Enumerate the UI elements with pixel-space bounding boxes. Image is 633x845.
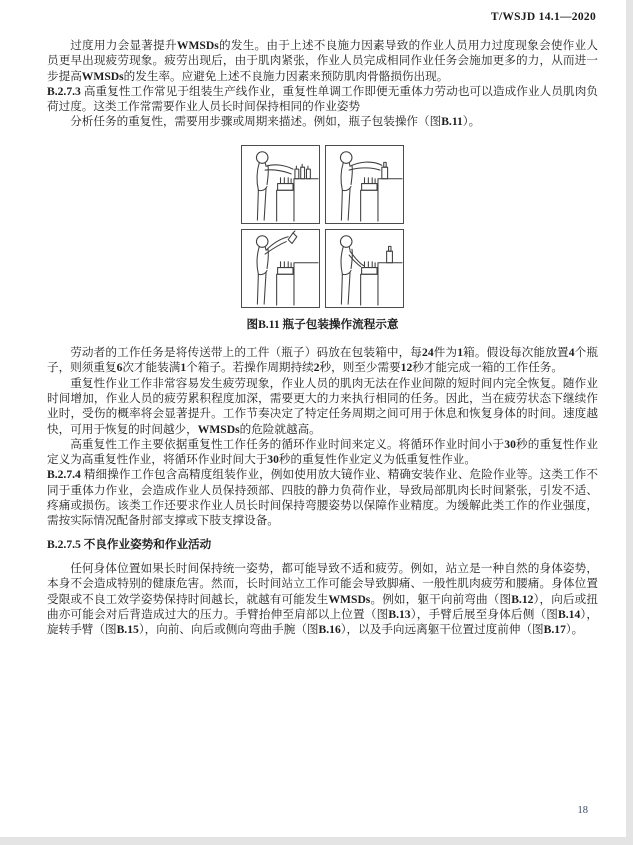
figure-panel-place-bottle-icon (325, 145, 404, 224)
figure-panel-grasp-bottles-icon (241, 145, 320, 224)
paragraph-posture: 任何身体位置如果长时间保持统一姿势，都可能导致不适和疲劳。例如，站立是一种自然的身体姿势，本身不会造成特别的健康危害。然而，长时间站立工作可能会导致脚痛、一般性肌肉疲劳和腰痛。身体位置受限或不良工效学姿势保持时间越长，就越有可能发生WMSDs。例如，躯干向前弯曲（图B.12），向后或扭曲亦可能会对后背造成过大的压力。手臂抬伸至肩部以上位置（图B.13），手臂后展至身体后侧（图B.14），旋转手臂（图B.15），向前、向后或侧向弯曲手腕（图B.16），以及手向远离躯干位置过度前伸（图B.17）。 (47, 561, 598, 637)
scan-edge-bottom (0, 837, 633, 845)
paragraph-fatigue: 重复性作业工作非常容易发生疲劳现象，作业人员的肌肉无法在作业间隙的短时间内完全恢复。随作业时间增加，作业人员的疲劳累积程度加深，需要更大的力来执行相同的任务。因此，当在疲劳状态下继续作业时，受伤的概率将会显著提升。工作节奏决定了特定任务周期之间可用于休息和恢复身体的时间。速度越快，可用于恢复的时间越少，WMSDs的危险就越高。 (47, 376, 598, 436)
figure-panel-lift-bottle-icon (241, 229, 320, 308)
paragraph-overexertion: 过度用力会显著提升WMSDs的发生。由于上述不良施力因素导致的作业人员用力过度现象会使作业人员更早出现疲劳现象。疲劳出现后，由于肌肉紧张，作业人员完成相同作业任务会施加更多的力，从而进一步提高WMSDs的发生率。应避免上述不良施力因素来预防肌肉骨骼损伤出现。 (47, 39, 598, 83)
page-number: 18 (577, 805, 588, 816)
document-number-header: T/WSJD 14.1—2020 (490, 11, 596, 23)
paragraph-analysis: 分析任务的重复性，需要用步骤或周期来描述。例如，瓶子包装操作（图B.11）。 (70, 115, 481, 129)
paragraph-cycle-time: 高重复性工作主要依据重复性工作任务的循环作业时间来定义。将循环作业时间小于30秒的重复性作业定义为高重复性作业，将循环作业时间大于30秒的重复性作业定义为低重复性作业。 (47, 437, 598, 467)
heading-b275: B.2.7.5 不良作业姿势和作业活动 (47, 537, 212, 551)
figure-b11-panels (241, 145, 404, 308)
figure-panel-pack-crate-icon (325, 229, 404, 308)
figure-b11 (47, 145, 598, 345)
paragraph-b274: B.2.7.4 精细操作工作包含高精度组装作业，例如使用放大镜作业、精确安装作业、危险作业等。这类工作不同于重体力作业，会造成作业人员保持颈部、四肢的静力负荷作业，导致局部肌肉长时间紧张，引发不适、疼痛或损伤。该类工作还要求作业人员长时间保持弯腰姿势以保障作业精度。为缓解此类工作的作业强度，需按实际情况配备肘部支撑或下肢支撑设备。 (47, 468, 598, 528)
document-body (47, 38, 598, 637)
figure-b11-caption: 图B.11 瓶子包装操作流程示意 (246, 317, 399, 331)
paragraph-task: 劳动者的工作任务是将传送带上的工件（瓶子）码放在包装箱中，每24件为1箱。假设每次能放置4个瓶子，则须重复6次才能装满1个箱子。若操作周期持续2秒，则至少需要12秒才能完成一箱的工作任务。 (47, 346, 598, 375)
scan-edge-right (626, 0, 633, 845)
paragraph-b273: B.2.7.3 高重复性工作常见于组装生产线作业，重复性单调工作即便无重体力劳动也可以造成作业人员肌肉负荷过度。这类工作常需要作业人员长时间保持相同的作业姿势 (47, 84, 598, 114)
